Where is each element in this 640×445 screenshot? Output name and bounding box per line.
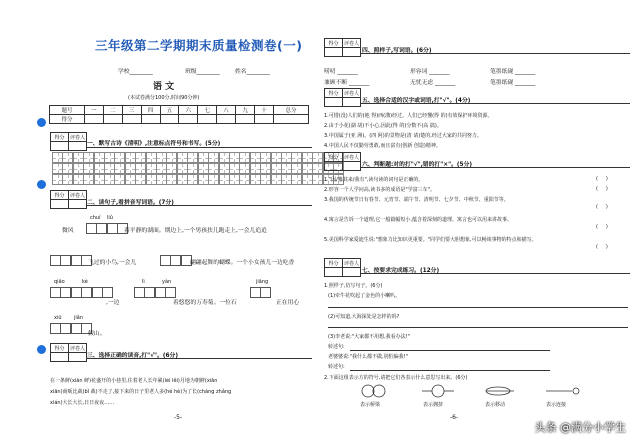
score-header-cell: 四: [141, 106, 160, 115]
word-item: 唠叨 _______: [324, 69, 358, 75]
grid-cell[interactable]: [271, 174, 282, 185]
watermark: 头条 @满分小学生: [534, 421, 626, 434]
score-header-cell: 一: [84, 106, 103, 115]
judge-blank[interactable]: ( ): [596, 176, 608, 182]
grid-cell[interactable]: [208, 152, 219, 163]
grid-cell[interactable]: [146, 163, 157, 174]
grid-cell[interactable]: [177, 152, 188, 163]
word-item: 无忧无虑 _______: [410, 80, 456, 86]
score-box: 得分 评卷人: [50, 190, 87, 209]
grid-cell[interactable]: [198, 163, 209, 174]
judge-blank[interactable]: ( ): [596, 186, 608, 192]
grid-cell[interactable]: [177, 163, 188, 174]
judge-blank[interactable]: ( ): [596, 244, 608, 250]
answer-grid[interactable]: [50, 287, 112, 298]
score-box: 得分 评卷人: [50, 132, 87, 151]
sentence-text: 飞过的小鸟,一会儿: [88, 260, 137, 266]
subject-heading: 语 文: [153, 82, 175, 92]
passage-line: xián)大长大长,日日夜夜……: [50, 400, 115, 406]
judge-blank[interactable]: ( ): [596, 204, 608, 210]
pinyin: chuí: [90, 215, 101, 221]
score-box: 得分 评卷人: [50, 343, 87, 362]
crowd-symbol-icon: [420, 383, 460, 399]
grid-cell[interactable]: [73, 152, 84, 163]
judge-item: 3.我国的传统节日有春节、元宵节、端午节、清明节、七夕节、中秋节、重阳节等。: [324, 197, 509, 203]
grid-cell[interactable]: [166, 152, 177, 163]
task-item: 转述句:: [328, 344, 345, 350]
grid-cell[interactable]: [229, 174, 240, 185]
grid-cell[interactable]: [166, 174, 177, 185]
grid-cell[interactable]: [260, 152, 271, 163]
section-line: [86, 147, 312, 148]
grid-cell[interactable]: [135, 152, 146, 163]
sentence-text: 翩翩起舞的蝴蝶。一个小女孩儿一边吃香: [190, 260, 295, 266]
passage-line: 在一条鲜(xiān 鲜)花盛开的小巷里,住着老人长年累(léi lěi)月地为朝鲜(xiǎn: [50, 378, 218, 384]
score-table: [49, 105, 309, 124]
answer-line[interactable]: [350, 350, 550, 351]
score-header-cell: 九: [236, 106, 255, 115]
task-item: (3)李老说:"大家都不用想,我看办法!": [328, 334, 410, 340]
section-1-title: 一、默写古诗《清明》,注意标点符号和书写。(5分): [87, 141, 221, 147]
grid-cell[interactable]: [271, 152, 282, 163]
score-header-cell: 三: [122, 106, 141, 115]
grid-cell[interactable]: [125, 163, 136, 174]
grid-cell[interactable]: [125, 174, 136, 185]
grid-cell[interactable]: [229, 152, 240, 163]
grid-cell[interactable]: [83, 174, 94, 185]
school-label: 学校________: [118, 69, 153, 75]
grid-cell[interactable]: [52, 174, 63, 185]
answer-grid[interactable]: [86, 223, 128, 234]
symbol-label: 表示桥梁: [360, 402, 381, 408]
score-cell[interactable]: [217, 115, 236, 124]
grid-cell[interactable]: [281, 174, 292, 185]
task-item: (1)牵牛花吹起了金色的小喇叭。: [328, 293, 401, 299]
task-item: (2)可知道,大海深处是怎样的吗?: [328, 314, 400, 320]
answer-line[interactable]: [328, 327, 628, 328]
score-header-cell: 七: [198, 106, 217, 115]
pinyin: xiū: [54, 315, 62, 321]
bridge-symbol-icon: [355, 383, 395, 399]
grid-cell[interactable]: [125, 152, 136, 163]
answer-line[interactable]: [328, 307, 628, 308]
grid-cell[interactable]: [135, 163, 146, 174]
sentence-text: 着悠悠的万寿菊。一位石: [173, 300, 237, 306]
grid-cell[interactable]: [114, 152, 125, 163]
grid-cell[interactable]: [94, 152, 105, 163]
class-label: 班级________: [185, 69, 220, 75]
grid-cell[interactable]: [291, 152, 302, 163]
grid-cell[interactable]: [219, 174, 230, 185]
word-item: 笔墨纸砚 _______: [490, 80, 536, 86]
section-7-title: 七、按要求完成练习。(12分): [362, 268, 440, 274]
score-box: 得分 评卷人: [324, 152, 361, 171]
judge-blank[interactable]: ( ): [596, 224, 608, 230]
pinyin: jiāng: [256, 279, 269, 285]
grid-cell[interactable]: [146, 174, 157, 185]
section-4-title: 四、照样子,写词语。(6分): [362, 48, 432, 54]
grid-cell[interactable]: [198, 174, 209, 185]
task-item: 2.下面这组表示方的符号,请把它们各表示什么意思写出来。(6分): [324, 375, 468, 381]
grid-cell[interactable]: [94, 174, 105, 185]
grid-cell[interactable]: [219, 163, 230, 174]
score-cell[interactable]: [103, 115, 122, 124]
writing-grid[interactable]: [52, 163, 343, 174]
grid-cell[interactable]: [250, 152, 261, 163]
score-header-cell: 题号: [50, 106, 85, 115]
word-item: 笔墨纸砚 _______: [490, 69, 536, 75]
grid-cell[interactable]: [271, 163, 282, 174]
score-header-cell: 六: [179, 106, 198, 115]
grid-cell[interactable]: [260, 163, 271, 174]
score-cell[interactable]: [255, 115, 274, 124]
symbol-label: 表示拥挤: [423, 402, 444, 408]
section-5-title: 五、选择合适的汉字或词语,打"√"。(4分): [362, 98, 471, 104]
answer-grid[interactable]: [160, 255, 191, 266]
grid-cell[interactable]: [208, 163, 219, 174]
grid-cell[interactable]: [114, 163, 125, 174]
score-header-cell: 总分: [273, 106, 308, 115]
grid-cell[interactable]: [177, 174, 188, 185]
writing-grid[interactable]: [52, 174, 343, 185]
section-6-title: 六、判断题:对的打"√",错的打"×"。(5分): [362, 162, 473, 168]
section-3-title: 三、选择正确的读音,打"√"。(6分): [87, 353, 179, 359]
answer-grid[interactable]: [250, 287, 271, 298]
judge-item: 1."因/雅其来/我有",读句读的词句是正确的。: [324, 177, 424, 183]
grid-cell[interactable]: [83, 152, 94, 163]
pinyin: qiāo: [54, 279, 65, 285]
grid-cell[interactable]: [239, 174, 250, 185]
grid-cell[interactable]: [52, 152, 63, 163]
sentence-text: 正在用心: [276, 300, 300, 306]
score-row-label: 得分: [50, 115, 85, 124]
score-header-cell: 五: [160, 106, 179, 115]
score-cell[interactable]: [198, 115, 217, 124]
score-cell[interactable]: [160, 115, 179, 124]
task-item: 老婆婆说:"我什么都不做,别怕偏我!": [328, 354, 408, 360]
grid-cell[interactable]: [198, 152, 209, 163]
word-item: 形容词 _______: [410, 69, 450, 75]
grid-cell[interactable]: [187, 174, 198, 185]
task-item: 转述句:: [328, 364, 345, 370]
grid-cell[interactable]: [281, 163, 292, 174]
right-page: [320, 0, 640, 445]
answer-line[interactable]: [350, 370, 550, 371]
question-item: 3.中国属于(亚 洲)。(四 阿)的景物是(清 请)楚的,经过大家的共同努力。: [324, 133, 482, 139]
answer-grid[interactable]: [50, 255, 92, 266]
score-header-cell: 八: [217, 106, 236, 115]
passage-line: xiān)商贩比裁(bǐ 裁)不走了,接下来的日子里老人多(hé hè)为了长(cháng zhǎng: [50, 389, 232, 395]
page-number: -6-: [450, 414, 459, 421]
symbol-label: 表示移动: [485, 402, 506, 408]
grid-cell[interactable]: [156, 163, 167, 174]
writing-grid[interactable]: [52, 152, 343, 163]
pinyin: liǔ: [107, 215, 113, 221]
grid-cell[interactable]: [229, 163, 240, 174]
grid-cell[interactable]: [291, 174, 302, 185]
score-header-cell: 十: [255, 106, 274, 115]
score-box: 得分 评卷人: [324, 38, 361, 57]
task-item: 1.照样子,仿写句子。(6分): [324, 283, 383, 289]
binding-hole: [37, 345, 46, 354]
grid-cell[interactable]: [73, 163, 84, 174]
connect-symbol-icon: [542, 383, 582, 399]
grid-cell[interactable]: [146, 152, 157, 163]
grid-cell[interactable]: [250, 174, 261, 185]
grid-cell[interactable]: [135, 174, 146, 185]
grid-cell[interactable]: [250, 163, 261, 174]
sentence-text: ,一边: [106, 300, 120, 306]
score-box: 得分 评卷人: [324, 258, 361, 277]
question-item: 4.中国人民不仅勤劳勇敢,而且富有(创新 创造)精神。: [324, 143, 441, 149]
grid-cell[interactable]: [62, 163, 73, 174]
judge-item: 4.寓言是告诉一个道理,它一般篇幅短小,蕴含着深刻的道理。寓言也可以用来讲故事。: [324, 217, 512, 223]
grid-cell[interactable]: [281, 152, 292, 163]
grid-cell[interactable]: [302, 163, 313, 174]
name-label: 姓名________: [235, 69, 270, 75]
sentence-text: 着平静的湖面。期边上,一个男孩扶儿跑走上,一会儿追追: [124, 228, 267, 234]
grid-cell[interactable]: [104, 152, 115, 163]
word-item: 兼顾不断 _______: [324, 80, 370, 86]
question-item: 2.由于小花(湖 胡)不小心,因此(得 的)分数不(高 搞)。: [324, 123, 442, 129]
answer-grid[interactable]: [134, 287, 176, 298]
sentence-text: 假山。: [88, 331, 106, 337]
score-header-cell: 二: [103, 106, 122, 115]
judge-item: 5.美国科学家爱迪生说:"想象力比知识更重要。"同学们要大胆想象,可以畅谈事物的特点和描写。: [324, 237, 537, 243]
grid-cell[interactable]: [62, 174, 73, 185]
grid-cell[interactable]: [104, 174, 115, 185]
grid-cell[interactable]: [166, 163, 177, 174]
symbol-label: 表示连接: [546, 402, 567, 408]
score-cell[interactable]: [273, 115, 308, 124]
grid-cell[interactable]: [291, 163, 302, 174]
pinyin: jiǎn: [74, 315, 84, 321]
score-cell[interactable]: [141, 115, 160, 124]
question-item: 1.可惜(没)人们的(地 得)西(溝)经过。人们已经懂(得 的)有效保护环境资源。: [324, 113, 493, 119]
grid-cell[interactable]: [62, 152, 73, 163]
grid-cell[interactable]: [94, 163, 105, 174]
score-cell[interactable]: [84, 115, 103, 124]
grid-cell[interactable]: [187, 152, 198, 163]
grid-cell[interactable]: [260, 174, 271, 185]
grid-cell[interactable]: [73, 174, 84, 185]
grid-cell[interactable]: [219, 152, 230, 163]
binding-hole: [37, 118, 46, 127]
binding-hole: [37, 180, 46, 189]
grid-cell[interactable]: [239, 163, 250, 174]
pinyin: kè: [82, 279, 88, 285]
pinyin: yàn: [162, 279, 172, 285]
grid-cell[interactable]: [114, 174, 125, 185]
grid-cell[interactable]: [208, 174, 219, 185]
section-2-title: 二、读句子,看拼音写词语。(7分): [87, 200, 174, 206]
grid-cell[interactable]: [302, 152, 313, 163]
score-box: 得分 评卷人: [324, 88, 361, 107]
grid-cell[interactable]: [52, 163, 63, 174]
score-cell[interactable]: [236, 115, 255, 124]
score-cell[interactable]: [179, 115, 198, 124]
grid-cell[interactable]: [156, 174, 167, 185]
sentence-text: 微风: [62, 228, 74, 234]
judge-item: 2.形容一个人学问高,读书多的成语是"学富三车"。: [324, 187, 435, 193]
move-symbol-icon: [480, 383, 520, 399]
pinyin: lì: [142, 279, 145, 285]
grid-cell[interactable]: [239, 152, 250, 163]
grid-cell[interactable]: [104, 163, 115, 174]
grid-cell[interactable]: [187, 163, 198, 174]
grid-cell[interactable]: [302, 174, 313, 185]
grid-cell[interactable]: [83, 163, 94, 174]
page-number: -5-: [174, 414, 183, 421]
exam-note: (本试卷满分100分,时间90分钟): [128, 95, 200, 101]
exam-title: 三年级第二学期期末质量检测卷(一): [95, 38, 303, 53]
grid-cell[interactable]: [156, 152, 167, 163]
answer-grid[interactable]: [50, 323, 92, 334]
score-cell[interactable]: [122, 115, 141, 124]
